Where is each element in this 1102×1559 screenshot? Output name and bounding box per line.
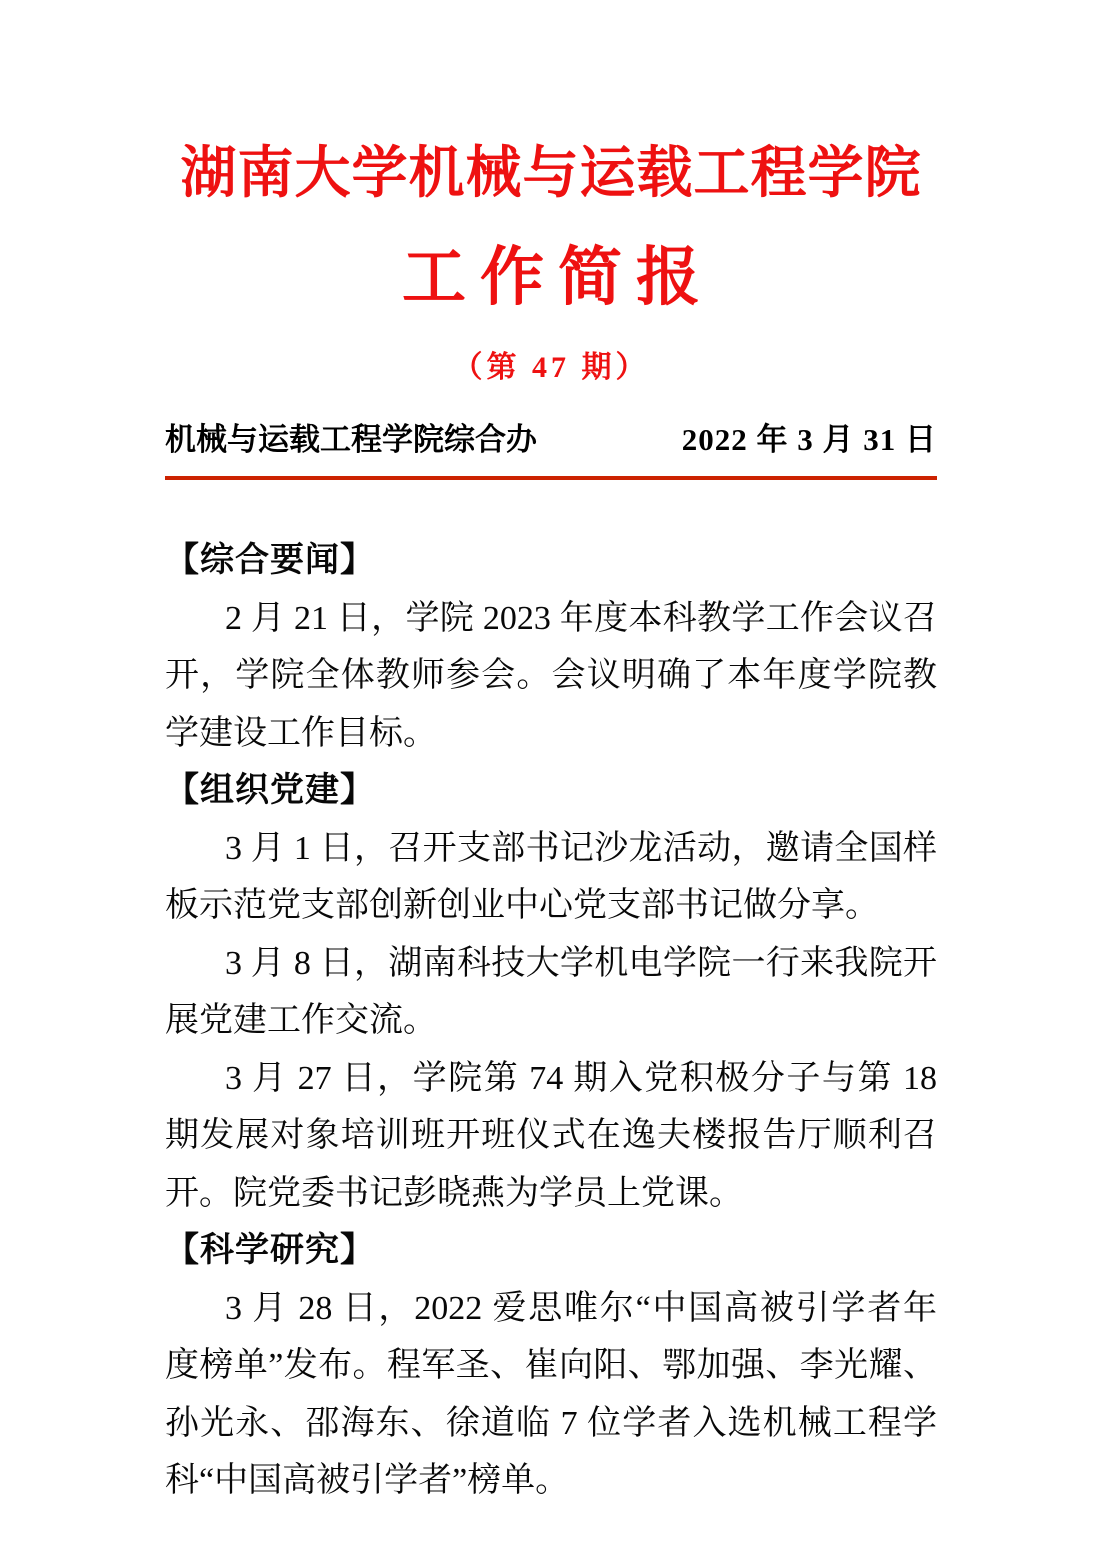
issue-number: （第 47 期） (452, 351, 650, 384)
org-title: 湖南大学机械与运载工程学院 (180, 143, 922, 205)
section-party-building (165, 762, 937, 1222)
paragraph: 2 月 21 日，学院 2023 年度本科教学工作会议召开，学院全体教师参会。会议明确了本年度学院教学建设工作目标。 (165, 599, 937, 752)
paragraph: 3 月 27 日，学院第 74 期入党积极分子与第 18 期发展对象培训班开班仪式在逸夫楼报告厅顺利召开。院党委书记彭晓燕为学员上党课。 (165, 1059, 937, 1212)
section-scientific-research (165, 1222, 937, 1510)
red-divider-rule (165, 476, 937, 480)
publisher-name: 机械与运载工程学院综合办 (165, 422, 537, 457)
bulletin-body (165, 532, 937, 1510)
paragraph: 3 月 28 日，2022 爱思唯尔“中国高被引学者年度榜单”发布。程军圣、崔向阳、鄂加强、李光耀、孙光永、邵海东、徐道临 7 位学者入选机械工程学科“中国高被引学者”榜单。 (165, 1289, 937, 1499)
paragraph: 3 月 1 日，召开支部书记沙龙活动，邀请全国样板示范党支部创新创业中心党支部书记做分享。 (165, 829, 937, 924)
section-general-news (165, 532, 937, 762)
publication-date: 2022 年 3 月 31 日 (681, 422, 937, 457)
section-heading: 【科学研究】 (165, 1231, 375, 1269)
publisher-row (165, 417, 937, 463)
section-heading: 【综合要闻】 (165, 541, 375, 579)
bulletin-title: 工作简报 (402, 242, 714, 313)
section-heading: 【组织党建】 (165, 771, 375, 809)
paragraph: 3 月 8 日，湖南科技大学机电学院一行来我院开展党建工作交流。 (165, 944, 937, 1039)
